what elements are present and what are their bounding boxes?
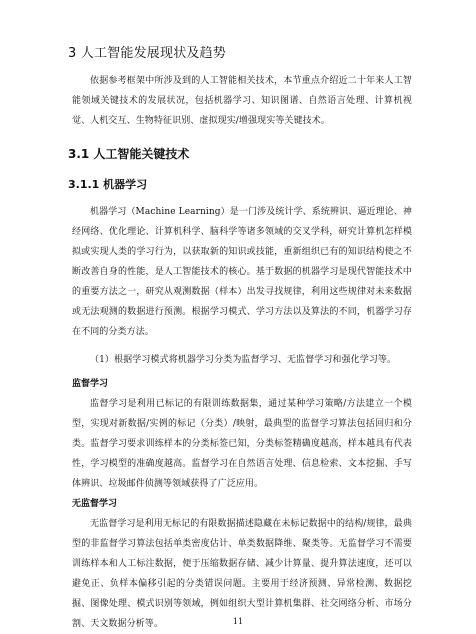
supervised-learning-paragraph: 监督学习是利用已标记的有限训练数据集，通过某种学习策略/方法建立一个模型，实现对新数据/实例的标记（分类）/映射，最典型的监督学习算法包括回归和分类。监督学习要求训练样本的分类标签已知，分类标签精确度越高，样本越具有代表性，学习模型的准确度越高。监督学习在自然语言处理、信息检索、文本挖掘、手写体辨识、垃圾邮件侦测等领域获得了广泛应用。 [72,399,412,489]
subsubsection-heading: 3.1.1 机器学习 [68,178,148,191]
page-number: 11 [232,617,244,626]
unsupervised-learning-label: 无监督学习 [72,499,118,509]
section-heading: 3 人工智能发展现状及趋势 [68,46,227,61]
section-intro-paragraph: 依据参考框架中所涉及到的人工智能相关技术，本节重点介绍近二十年来人工智能领域关键技术的发展状况，包括机器学习、知识图谱、自然语言处理、计算机视觉、人机交互、生物特征识别、虚拟现实/增强现实等关键技术。 [72,76,412,126]
machine-learning-paragraph: 机器学习（Machine Learning）是一门涉及统计学、系统辨识、逼近理论、神经网络、优化理论、计算机科学、脑科学等诸多领域的交叉学科，研究计算机怎样模拟或实现人类的学习行为，以获取新的知识或技能，重新组织已有的知识结构使之不断改善自身的性能，是人工智能技术的核心。基于数据的机器学习是现代智能技术中的重要方法之一，研究从观测数据（样本）出发寻找规律，利用这些规律对未来数据或无法观测的数据进行预测。根据学习模式、学习方法以及算法的不同，机器学习存在不同的分类方法。 [72,207,412,337]
supervised-learning-label: 监督学习 [72,379,109,389]
subsection-heading: 3.1 人工智能关键技术 [68,147,190,161]
unsupervised-learning-paragraph: 无监督学习是利用无标记的有限数据描述隐藏在未标记数据中的结构/规律，最典型的非监督学习算法包括单类密度估计、单类数据降维、聚类等。无监督学习不需要训练样本和人工标注数据，便于压缩数据存储、减少计算量、提升算法速度，还可以避免正、负样本偏移引起的分类错误问题。主要用于经济预测、异常检测、数据挖掘、图像处理、模式识别等领域，例如组织大型计算机集群、社交网络分析、市场分割、天文数据分析等。 [72,519,412,629]
learning-modes-paragraph: （1）根据学习模式将机器学习分类为监督学习、无监督学习和强化学习等。 [90,355,397,365]
